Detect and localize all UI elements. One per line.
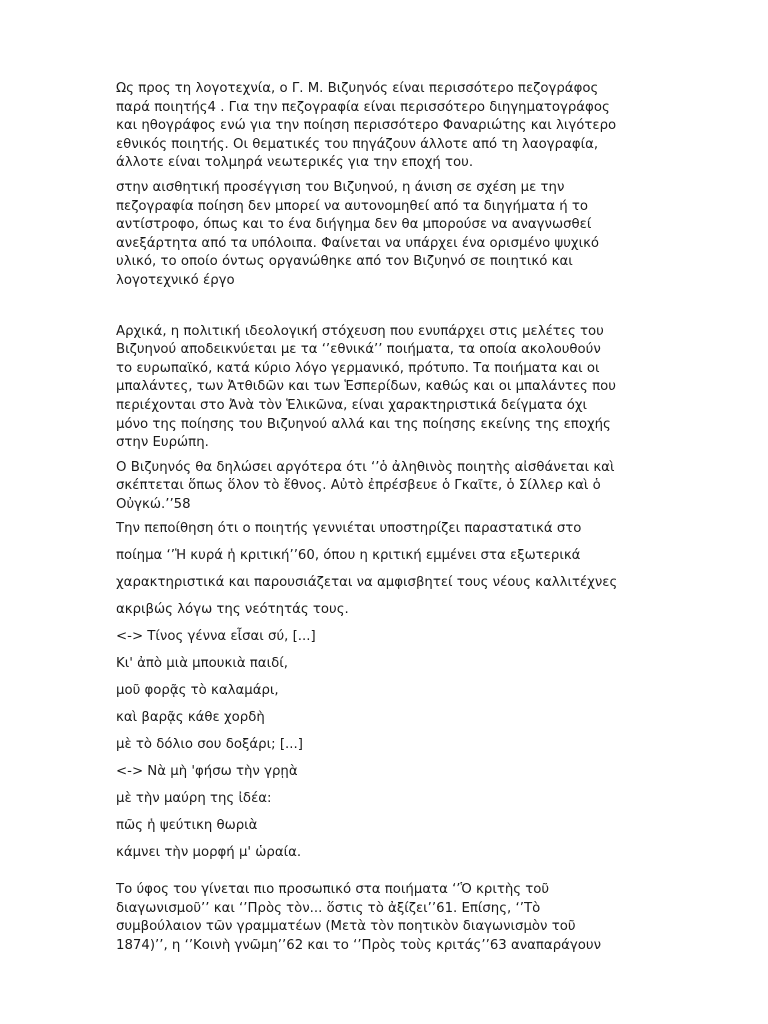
text-line: σκέπτεται ὅπως ὅλον τὸ ἔθνος. Αὐτὸ ἐπρέσβευε ὁ Γκαῖτε, ὁ Σίλλερ καὶ ὁ [116,478,601,494]
poem-line: μὲ τὸ δόλιο σου δοξάρι; [...] [116,737,303,753]
text-line: περιέχονται στο Ἀνὰ τὸν Ἑλικῶνα, είναι χαρακτηριστικά δείγματα όχι [116,397,588,413]
text-line: Ο Βιζυηνός θα δηλώσει αργότερα ότι ‘’ὁ ἀληθινὸς ποιητὴς αἰσθάνεται καὶ [116,459,615,475]
paragraph-aesthetic [116,179,656,291]
paragraph-quote [116,459,656,515]
paragraph-style [116,881,656,955]
text-line: μόνο της ποίησης του Βιζυηνού αλλά και της ποίησης εκείνης της εποχής [116,416,611,432]
poem-excerpt [116,628,656,862]
poem-line: Κι' ἀπὸ μιὰ μπουκιὰ παιδί, [116,656,288,672]
document-page [116,80,656,956]
poem-line: <-> Νὰ μὴ 'φήσω τὴν γρῃὰ [116,764,298,780]
spacer [116,871,656,881]
text-line: μπαλάντες, των Ἀτθιδῶν και των Ἑσπερίδων, καθώς και οι μπαλάντες που [116,379,616,395]
text-line: 1874)’’, η ‘’Κοινὴ γνῶμη’’62 και το ‘’Πρὸς τοὺς κριτάς’’63 αναπαράγουν [116,938,602,954]
poem-line: κάμνει τὴν μορφή μ' ὡραία. [116,845,302,861]
text-line: στην Ευρώπη. [116,435,209,451]
text-line: υλικό, το οποίο όντως οργανώθηκε από τον Βιζυηνό σε ποιητικό και [116,254,573,270]
text-line: παρά ποιητής4 . Για την πεζογραφία είναι περισσότερο διηγηματογράφος [116,99,610,115]
poem-line: καὶ βαρᾷς κάθε χορδὴ [116,710,265,726]
text-line: εθνικός ποιητής. Οι θεματικές του πηγάζουν άλλοτε από τη λαογραφία, [116,136,599,152]
text-line: συμβούλαιον τῶν γραμματέων (Μετὰ τὸν ποητικὸν διαγωνισμὸν τοῦ [116,919,576,935]
text-line: Ως προς τη λογοτεχνία, ο Γ. Μ. Βιζυηνός είναι περισσότερο πεζογράφος [116,81,599,96]
text-line: το ευρωπαϊκό, κατά κύριο λόγο γερμανικό, πρότυπο. Τα ποιήματα και οι [116,360,600,376]
poem-line: <-> Τίνος γέννα εἶσαι σύ, [...] [116,629,316,645]
text-line: λογοτεχνικό έργο [116,272,235,288]
text-line: στην αισθητική προσέγγιση του Βιζυηνού, η άνιση σε σχέση με την [116,179,565,195]
text-line: ποίημα ‘’Ἡ κυρά ἡ κριτική’’60, όπου η κριτική εμμένει στα εξωτερικά [116,548,581,564]
text-line: ακριβώς λόγω της νεότητάς τους. [116,602,349,618]
text-line: Το ύφος του γίνεται πιο προσωπικό στα ποιήματα ‘’Ὁ κριτὴς τοῦ [116,882,550,898]
poem-line: πῶς ἡ ψεύτικη θωριὰ [116,818,258,834]
poem-line: μοῦ φορᾷς τὸ καλαμάρι, [116,683,279,699]
text-line: αντίστροφο, όπως και το ένα διήγημα δεν θα μπορούσε να αναγνωσθεί [116,217,592,233]
paragraph-belief [116,520,656,620]
text-line: Βιζυηνού αποδεικνύεται με τα ‘’εθνικά’’ ποιήματα, τα οποία ακολουθούν [116,342,601,358]
text-line: χαρακτηριστικά και παρουσιάζεται να αμφισβητεί τους νέους καλλιτέχνες [116,575,618,591]
text-line: Αρχικά, η πολιτική ιδεολογική στόχευση που ενυπάρχει στις μελέτες του [116,323,604,339]
text-line: πεζογραφία ποίηση δεν μπορεί να αυτονομηθεί από τα διηγήματα ή το [116,198,589,214]
text-line: διαγωνισμοῦ’’ και ‘’Πρὸς τὸν... ὅστις τὸ ἀξίζει’’61. Επίσης, ‘’Τὸ [116,900,541,916]
text-line: Οὐγκώ.’’58 [116,496,191,512]
text-line: Την πεποίθηση ότι ο ποιητής γεννιέται υποστηρίζει παραστατικά στο [116,521,582,537]
text-line: ανεξάρτητα από τα υπόλοιπα. Φαίνεται να υπάρχει ένα ορισμένο ψυχικό [116,235,600,251]
text-line: και ηθογράφος ενώ για την ποίηση περισσότερο Φαναριώτης και λιγότερο [116,118,617,134]
poem-line: μὲ τὴν μαύρη της ἰδέα: [116,791,272,807]
text-line: άλλοτε είναι τολμηρά νεωτερικές για την εποχή του. [116,155,474,171]
paragraph-political [116,323,656,453]
paragraph-intro [116,80,656,173]
spacer [116,291,656,323]
